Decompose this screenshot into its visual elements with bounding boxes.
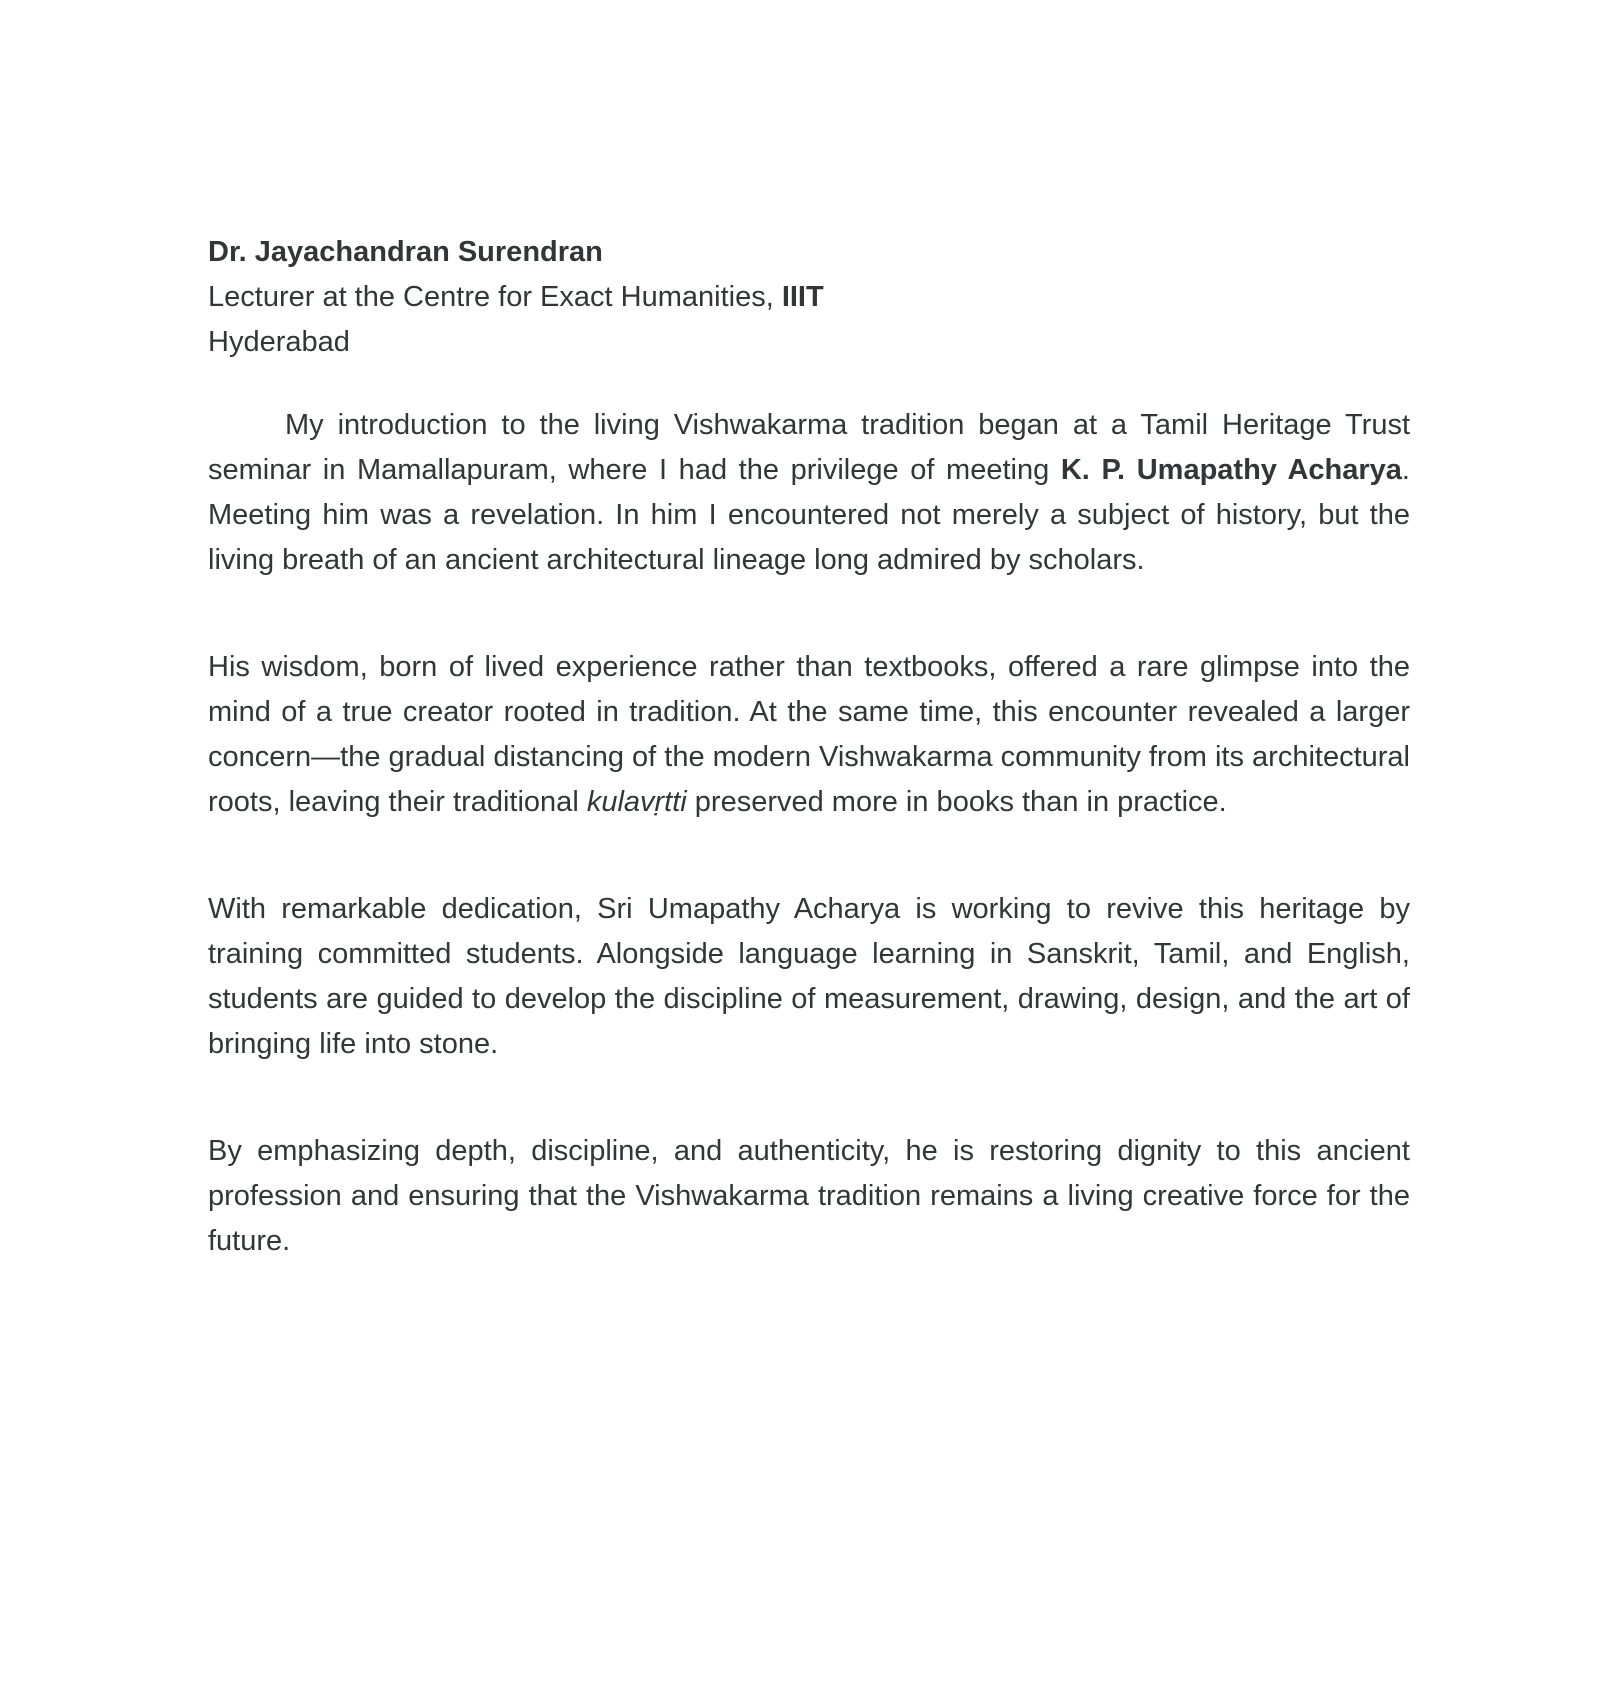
- author-name: Dr. Jayachandran Surendran: [208, 236, 603, 268]
- author-city: Hyderabad: [208, 326, 350, 358]
- text-run: By emphasizing depth, discipline, and authenticity, he is restoring dignity to this ancient profession and ensuring that the Vishwakarma tradition remains a living creative force for the future.: [208, 1135, 1410, 1257]
- text-run: His wisdom, born of lived experience rather than textbooks, offered a rare glimpse into the mind of a true creator rooted in tradition. At the same time, this encounter revealed a larger concern—the gradual distancing of the modern Vishwakarma community from its architectural roots, leaving their traditional: [208, 651, 1410, 818]
- paragraph: [208, 645, 1410, 825]
- paragraph: [208, 1129, 1410, 1264]
- text-run: . Meeting him was a revelation. In him I encountered not merely a subject of history, but the living breath of an ancient architectural lineage long admired by scholars.: [208, 454, 1410, 576]
- text-run: K. P. Umapathy Acharya: [1060, 454, 1402, 486]
- text-run: preserved more in books than in practice.: [686, 786, 1227, 818]
- document-body: [208, 403, 1410, 1264]
- document-header: [208, 230, 1410, 365]
- text-run: My introduction to the living Vishwakarma tradition began at a Tamil Heritage Trust seminar in Mamallapuram, where I had the privilege of meeting: [208, 409, 1410, 486]
- paragraph: [208, 887, 1410, 1067]
- text-run: Lecturer at the Centre for Exact Humanities,: [208, 281, 782, 313]
- text-run: kulavṛtti: [586, 786, 687, 818]
- paragraph: [208, 403, 1410, 583]
- text-run: With remarkable dedication, Sri Umapathy Acharya is working to revive this heritage by training committed students. Alongside language learning in Sanskrit, Tamil, and English, students are guided to develop the discipline of measurement, drawing, design, and the art of bringing life into stone.: [208, 893, 1410, 1060]
- author-role: [208, 275, 1410, 320]
- text-run: IIIT: [781, 281, 824, 313]
